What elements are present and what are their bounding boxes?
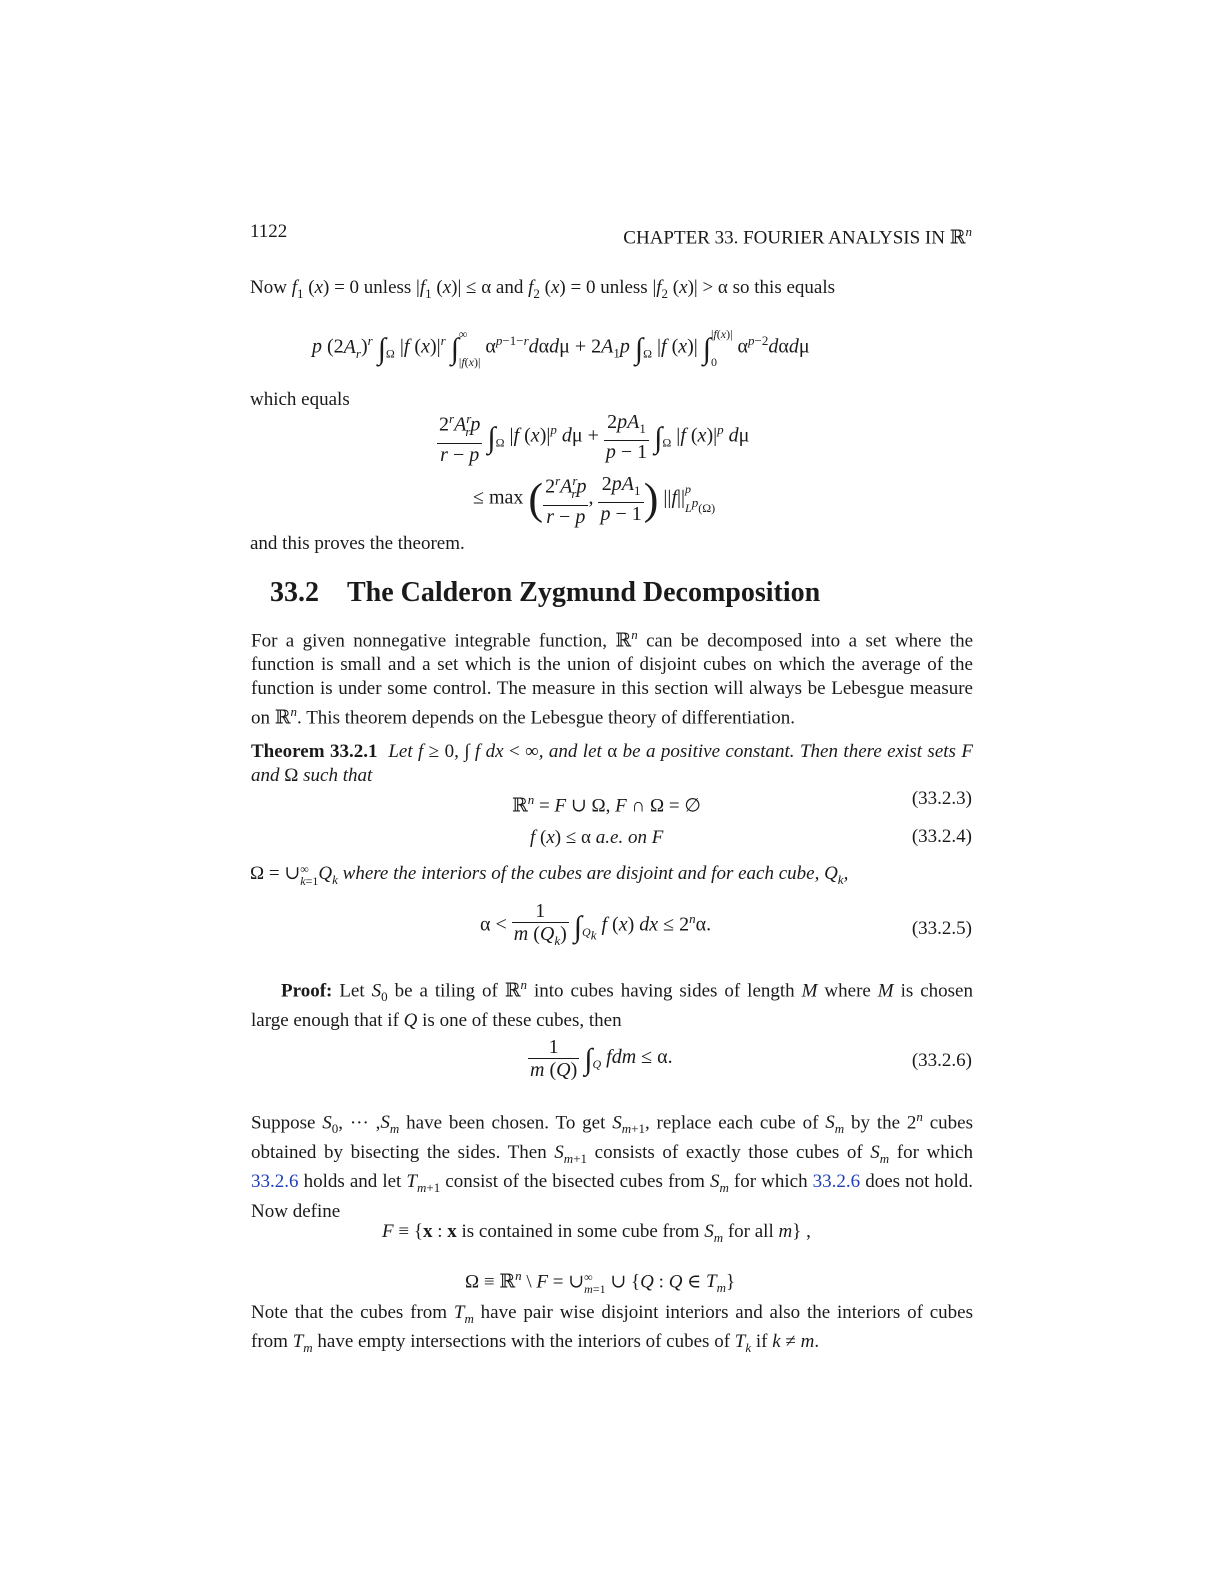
omega-line: Ω = ∪ ∞ k=1 $Q_k$ where the interiors of the cubes are disjoint and for each cube, $Q_k$,	[250, 861, 849, 888]
equation-reference-link[interactable]: 33.2.6	[812, 1171, 861, 1193]
section-paragraph: For a given nonnegative integrable function, ℝ$^n$ can be decomposed into a set where the function is small and a set which is the union of disjoint cubes on which the average of the function is under some control. The measure in this section will always be Lebesgue measure on ℝ$^n$. This theorem depends on the Lebesgue theory of differentiation.	[251, 627, 974, 729]
page-number: 1122	[250, 221, 288, 242]
equation-33-2-3: ℝ$^n$ = F ∪ Ω, F ∩ Ω = ∅	[512, 792, 701, 817]
equation-number: (33.2.6)	[911, 1050, 972, 1071]
section-heading	[270, 577, 820, 609]
equation-split-integral: p $(2A_r)^r$ $\int_\Omega$ |f $(x)|^r$ ∫ ∞ |f(x)| $\alpha^{p-1-r}d\alpha d\mu + 2A_1p$ $\int_\Omega$ |f (x)| ∫ |f(x)| 0 $\alpha^{p-2}d\alpha d\mu$	[312, 327, 810, 369]
conclusion-text: and this proves the theorem.	[250, 533, 465, 554]
section-title: The Calderon Zygmund Decomposition	[347, 577, 821, 608]
proof-label: Proof:	[281, 980, 333, 1002]
theorem-statement: Theorem 33.2.1 Let f ≥ 0, ∫ f dx < ∞, and let α be a positive constant. Then there exist sets F and Ω such that	[251, 741, 973, 786]
section-number: 33.2	[270, 577, 319, 608]
definition-Omega: Ω ≡ ℝ$^n$ \ F = ∪ ∞ m=1 ∪ {Q : Q ∈ $T_m$}	[465, 1268, 736, 1296]
equation-sum: $\frac{2^rA^r_rp}{r - p}$ $\int_\Omega$ |f $(x)|^p$ dμ + $\frac{2pA_1}{p - 1}$ $\int_\Omega$ |f $(x)|^p$ dμ	[437, 408, 749, 466]
equation-33-2-4: f (x) ≤ α a.e. on F	[530, 827, 664, 848]
equation-number: (33.2.3)	[911, 788, 972, 809]
equation-number: (33.2.4)	[911, 826, 972, 847]
equation-max-bound: ≤ max ( $\frac{2^rA^r_rp}{r - p}$ , $\frac{2pA_1}{p - 1}$ ) ||f|| p $L^p(\Omega)$	[473, 470, 715, 528]
final-paragraph: Note that the cubes from $T_m$ have pair wise disjoint interiors and also the interiors of cubes from $T_m$ have empty intersections with the interiors of cubes of $T_k$ if k ≠ m.	[251, 1302, 973, 1356]
intro-line: Now $f_1$ (x) = 0 unless $|f_1$ (x)| ≤ α and $f_2$ (x) = 0 unless $|f_2$ (x)| > α so this equals	[250, 277, 835, 301]
equation-33-2-6: $\frac{1}{m (Q)}$ $\int_Q$ fdm ≤ α.	[530, 1036, 673, 1081]
proof-paragraph: Proof: Let $S_0$ be a tiling of ℝ$^n$ into cubes having sides of length M where M is chosen large enough that if Q is one of these cubes, then	[251, 977, 973, 1031]
which-equals-text: which equals	[250, 389, 350, 410]
construction-paragraph: Suppose $S_0$, ··· $,S_m$ have been chosen. To get $S_{m+1}$, replace each cube of $S_m$ by the 2$^n$ cubes obtained by bisecting the sides. Then $S_{m+1}$ consists of exactly those cubes of $S_m$ for which 33.2.6 holds and let $T_{m+1}$ consist of the bisected cubes from $S_m$ for which 33.2.6 does not hold. Now define	[251, 1109, 974, 1222]
equation-reference-link[interactable]: 33.2.6	[251, 1171, 299, 1193]
running-title: CHAPTER 33. FOURIER ANALYSIS IN ℝ$^n$	[623, 224, 972, 249]
theorem-label: Theorem 33.2.1	[251, 741, 378, 762]
definition-F: F ≡ {x : x is contained in some cube from $S_m$ for all m} ,	[382, 1221, 811, 1245]
equation-number: (33.2.5)	[911, 918, 972, 939]
equation-33-2-5: α < $\frac{1}{m (Q_k)}$ $\int_{Q_k}$ f (x) dx ≤ $2^n\alpha$.	[480, 900, 712, 948]
